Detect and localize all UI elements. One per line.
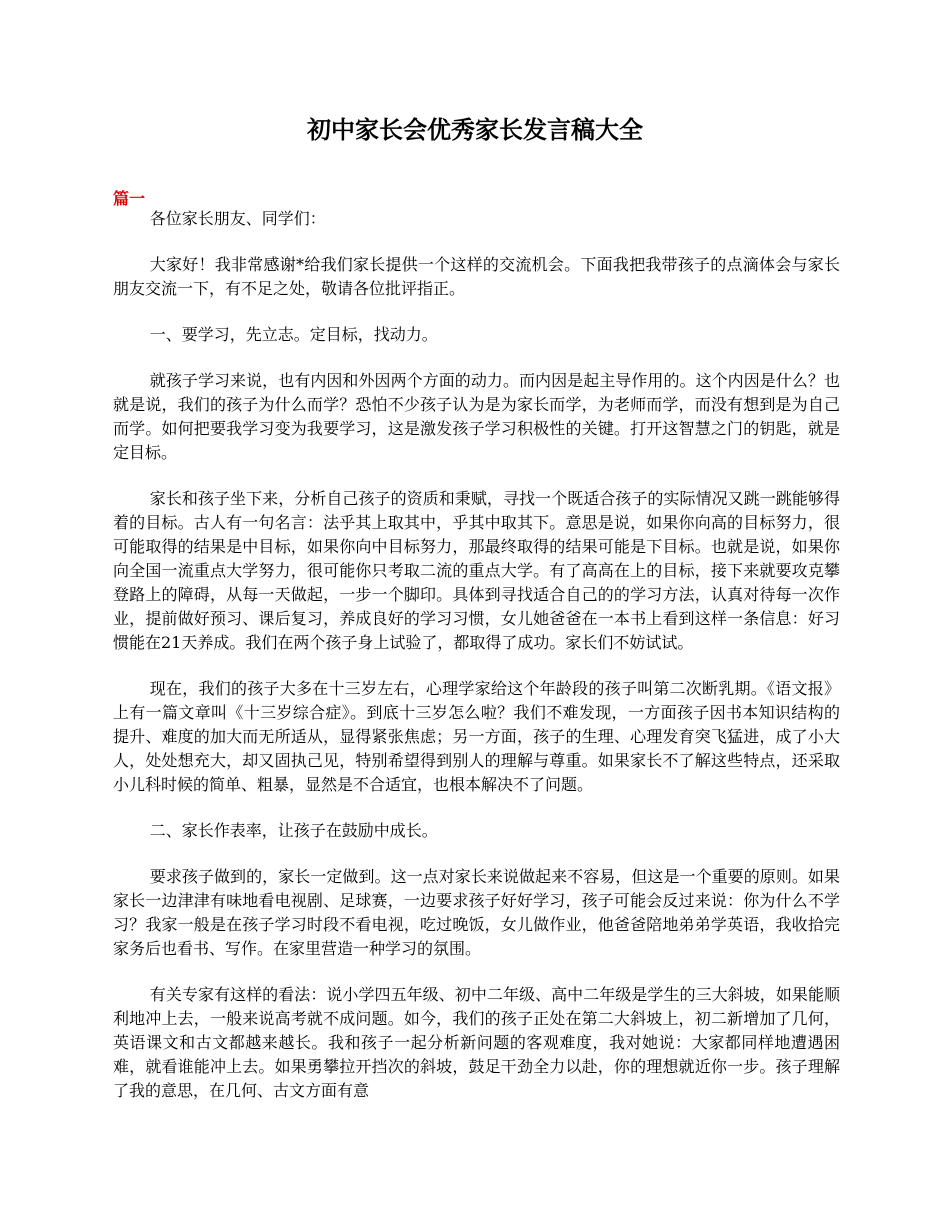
section-label: 篇一	[113, 189, 146, 208]
paragraph: 现在，我们的孩子大多在十三岁左右，心理学家给这个年龄段的孩子叫第二次断乳期。《语文报》上有一篇文章叫《十三岁综合症》。到底十三岁怎么啦？我们不难发现，一方面孩子因书本知识结构的提升、难度的加大而无所适从，显得紧张焦虑；另一方面，孩子的生理、心理发育突飞猛进，成了小大人，处处想充大，却又固执己见，特别希望得到别人的理解与尊重。如果家长不了解这些特点，还采取小儿科时候的简单、粗暴，显然是不合适宜，也根本解决不了问题。	[113, 679, 840, 794]
section-heading-2: 二、家长作表率，让孩子在鼓励中成长。	[149, 821, 438, 840]
document-title: 初中家长会优秀家长发言稿大全	[307, 115, 643, 144]
paragraph: 要求孩子做到的，家长一定做到。这一点对家长来说做起来不容易，但这是一个重要的原则。如果家长一边津津有味地看电视剧、足球赛，一边要求孩子好好学习，孩子可能会反过来说：你为什么不学习？我家一般是在孩子学习时段不看电视，吃过晚饭，女儿做作业，他爸爸陪地弟弟学英语，我收拾完家务后也看书、写作。在家里营造一种学习的氛围。	[113, 867, 840, 958]
paragraph: 大家好！我非常感谢*给我们家长提供一个这样的交流机会。下面我把我带孩子的点滴体会与家长朋友交流一下，有不足之处，敬请各位批评指正。	[113, 255, 840, 298]
section-heading-1: 一、要学习，先立志。定目标，找动力。	[149, 325, 438, 344]
paragraph: 就孩子学习来说，也有内因和外因两个方面的动力。而内因是起主导作用的。这个内因是什么？也就是说，我们的孩子为什么而学？恐怕不少孩子认为是为家长而学，为老师而学，而没有想到是为自己而学。如何把要我学习变为我要学习，这是激发孩子学习积极性的关键。打开这智慧之门的钥匙，就是定目标。	[113, 371, 840, 462]
document-body	[113, 207, 840, 1125]
paragraph: 家长和孩子坐下来，分析自己孩子的资质和秉赋，寻找一个既适合孩子的实际情况又跳一跳能够得着的目标。古人有一句名言：法乎其上取其中，乎其中取其下。意思是说，如果你向高的目标努力，很可能取得的结果是中目标，如果你向中目标努力，那最终取得的结果可能是下目标。也就是说，如果你向全国一流重点大学努力，很可能你只考取二流的重点大学。有了高高在上的目标，接下来就要攻克攀登路上的障碍，从每一天做起，一步一个脚印。具体到寻找适合自己的的学习方法，认真对待每一次作业，提前做好预习、课后复习，养成良好的学习习惯，女儿她爸爸在一本书上看到这样一条信息：好习惯能在21天养成。我们在两个孩子身上试验了，都取得了成功。家长们不妨试试。	[113, 489, 840, 652]
paragraph: 有关专家有这样的看法：说小学四五年级、初中二年级、高中二年级是学生的三大斜坡，如果能顺利地冲上去，一般来说高考就不成问题。如今，我们的孩子正处在第二大斜坡上，初二新增加了几何，英语课文和古文都越来越长。我和孩子一起分析新问题的客观难度，我对她说：大家都同样地遭遇困难，就看谁能冲上去。如果勇攀拉开挡次的斜坡，鼓足干劲全力以赴，你的理想就近你一步。孩子理解了我的意思，在几何、古文方面有意	[113, 985, 840, 1100]
paragraph-greeting: 各位家长朋友、同学们：	[149, 209, 326, 228]
